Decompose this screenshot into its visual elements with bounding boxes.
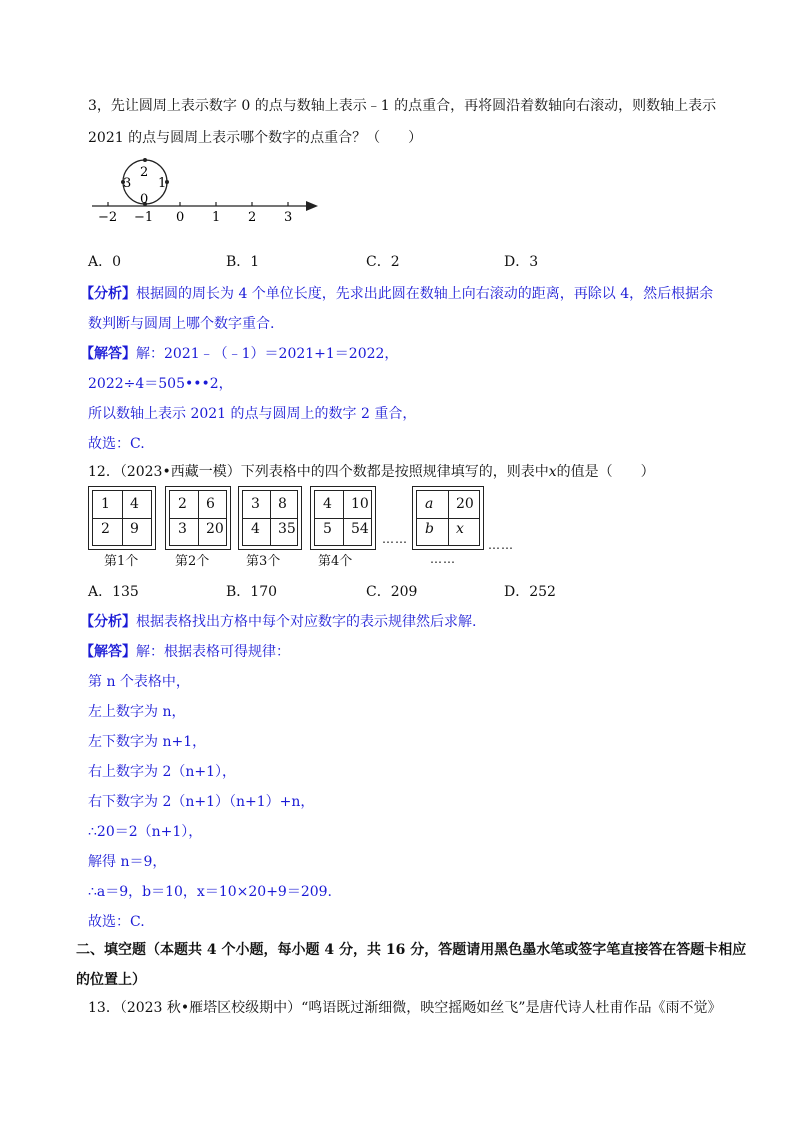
q3-option-d[interactable]: D．3 [504,254,539,270]
q12-step: 右下数字为 2（n+1）（n+1）+n， [88,794,315,810]
analysis-tag: 【分析】 [80,286,136,302]
table-2-caption: 第2个 [175,554,210,569]
q12-stem-text: 12．（2023•西藏一模）下列表格中的四个数都是按照规律填写的，则表中 [88,464,549,480]
table-cell: 35 [278,521,296,537]
analysis-tag: 【分析】 [80,614,136,630]
table-1-caption: 第1个 [104,554,139,569]
table-cell: 10 [351,496,369,512]
tick-label: 3 [284,210,293,225]
ellipsis: …… [382,532,408,546]
q12-step: 左上数字为 n， [88,704,186,720]
solution-text: 解：根据表格可得规律： [136,644,290,660]
solution-tag: 【解答】 [80,644,136,660]
table-cell: x [456,521,464,537]
tick-label: −1 [134,210,154,225]
q3-solution-line2: 2022÷4＝505•••2， [88,376,233,392]
section-2-heading-cont: 的位置上） [76,972,146,988]
q3-stem-line2: 2021 的点与圆周上表示哪个数字的点重合？（ ） [88,130,423,146]
table-cell: 54 [351,521,369,537]
circle-label-bottom: 0 [140,192,149,207]
table-cell: 1 [101,496,110,512]
table-cell: 4 [251,521,260,537]
q12-stem [88,462,655,482]
q3-option-a[interactable]: A．0 [88,254,122,270]
q12-analysis [80,612,476,632]
table-3-caption: 第3个 [246,554,281,569]
circle-label-right: 1 [158,176,167,191]
q3-option-c[interactable]: C．2 [366,254,400,270]
table-cell: 9 [130,521,139,537]
analysis-text: 根据圆的周长为 4 个单位长度，先求出此圆在数轴上向右滚动的距离，再除以 4，然后根据余 [136,286,714,302]
number-line-figure [88,155,328,225]
q12-step: ∴a＝9，b＝10，x＝10×20+9＝209. [88,884,333,900]
table-cell: b [425,521,434,537]
table-cell: 4 [130,496,139,512]
table-cell: 20 [456,496,474,512]
ellipsis: …… [488,538,514,552]
table-cell: 3 [178,521,187,537]
table-cell: a [425,496,434,512]
q12-stem-var: x [548,464,557,480]
circle-label-top: 2 [140,165,149,180]
q3-stem-line1: 3，先让圆周上表示数字 0 的点与数轴上表示﹣1 的点重合，再将圆沿着数轴向右滚动，则数轴上表示 [88,98,717,114]
table-2 [169,490,227,546]
table-cell: 4 [323,496,332,512]
q12-option-c[interactable]: C．209 [366,584,418,600]
q12-step: 第 n 个表格中， [88,674,190,690]
solution-text: 解：2021﹣（﹣1）＝2021+1＝2022， [136,346,399,362]
table-cell: 6 [206,496,215,512]
q12-option-d[interactable]: D．252 [504,584,556,600]
table-3 [242,490,298,546]
analysis-text: 根据表格找出方格中每个对应数字的表示规律然后求解. [136,614,477,630]
table-cell: 8 [278,496,287,512]
q3-solution-line1 [80,344,398,364]
q12-step: ∴20＝2（n+1）， [88,824,203,840]
q12-solution-head [80,642,290,662]
q12-option-a[interactable]: A．135 [88,584,139,600]
q13-stem-line1: 13．（2023 秋•雁塔区校级期中）“鸣语既过渐细微，映空摇飏如丝飞”是唐代诗人杜甫作品《雨不觉》 [88,1000,722,1016]
solution-tag: 【解答】 [80,346,136,362]
circle-label-left: 3 [123,176,132,191]
table-n [416,490,480,546]
q3-option-b[interactable]: B．1 [226,254,260,270]
q3-answer: 故选：C. [88,436,145,452]
q12-stem-tail: 的值是（ ） [556,464,655,480]
q12-step: 左下数字为 n+1， [88,734,207,750]
q3-analysis-line2: 数判断与圆周上哪个数字重合. [88,316,275,332]
tick-label: 0 [176,210,185,225]
section-2-heading: 二、填空题（本题共 4 个小题，每小题 4 分，共 16 分，答题请用黑色墨水笔或签字笔直接答在答题卡相应 [76,942,747,958]
q3-solution-line3: 所以数轴上表示 2021 的点与圆周上的数字 2 重合， [88,406,417,422]
tick-label: −2 [98,210,118,225]
arrow-right-icon [306,201,318,211]
q12-step: 右上数字为 2（n+1）， [88,764,237,780]
table-4 [314,490,372,546]
table-cell: 3 [251,496,260,512]
q3-analysis-line1 [80,284,713,304]
table-1 [92,490,152,546]
tick-label: 2 [248,210,257,225]
q12-answer: 故选：C. [88,914,145,930]
table-cell: 5 [323,521,332,537]
ellipsis: …… [430,552,456,566]
table-cell: 20 [206,521,224,537]
table-cell: 2 [178,496,187,512]
tick-label: 1 [212,210,221,225]
table-cell: 2 [101,521,110,537]
q12-step: 解得 n＝9， [88,854,167,870]
table-4-caption: 第4个 [318,554,353,569]
q12-option-b[interactable]: B．170 [226,584,278,600]
